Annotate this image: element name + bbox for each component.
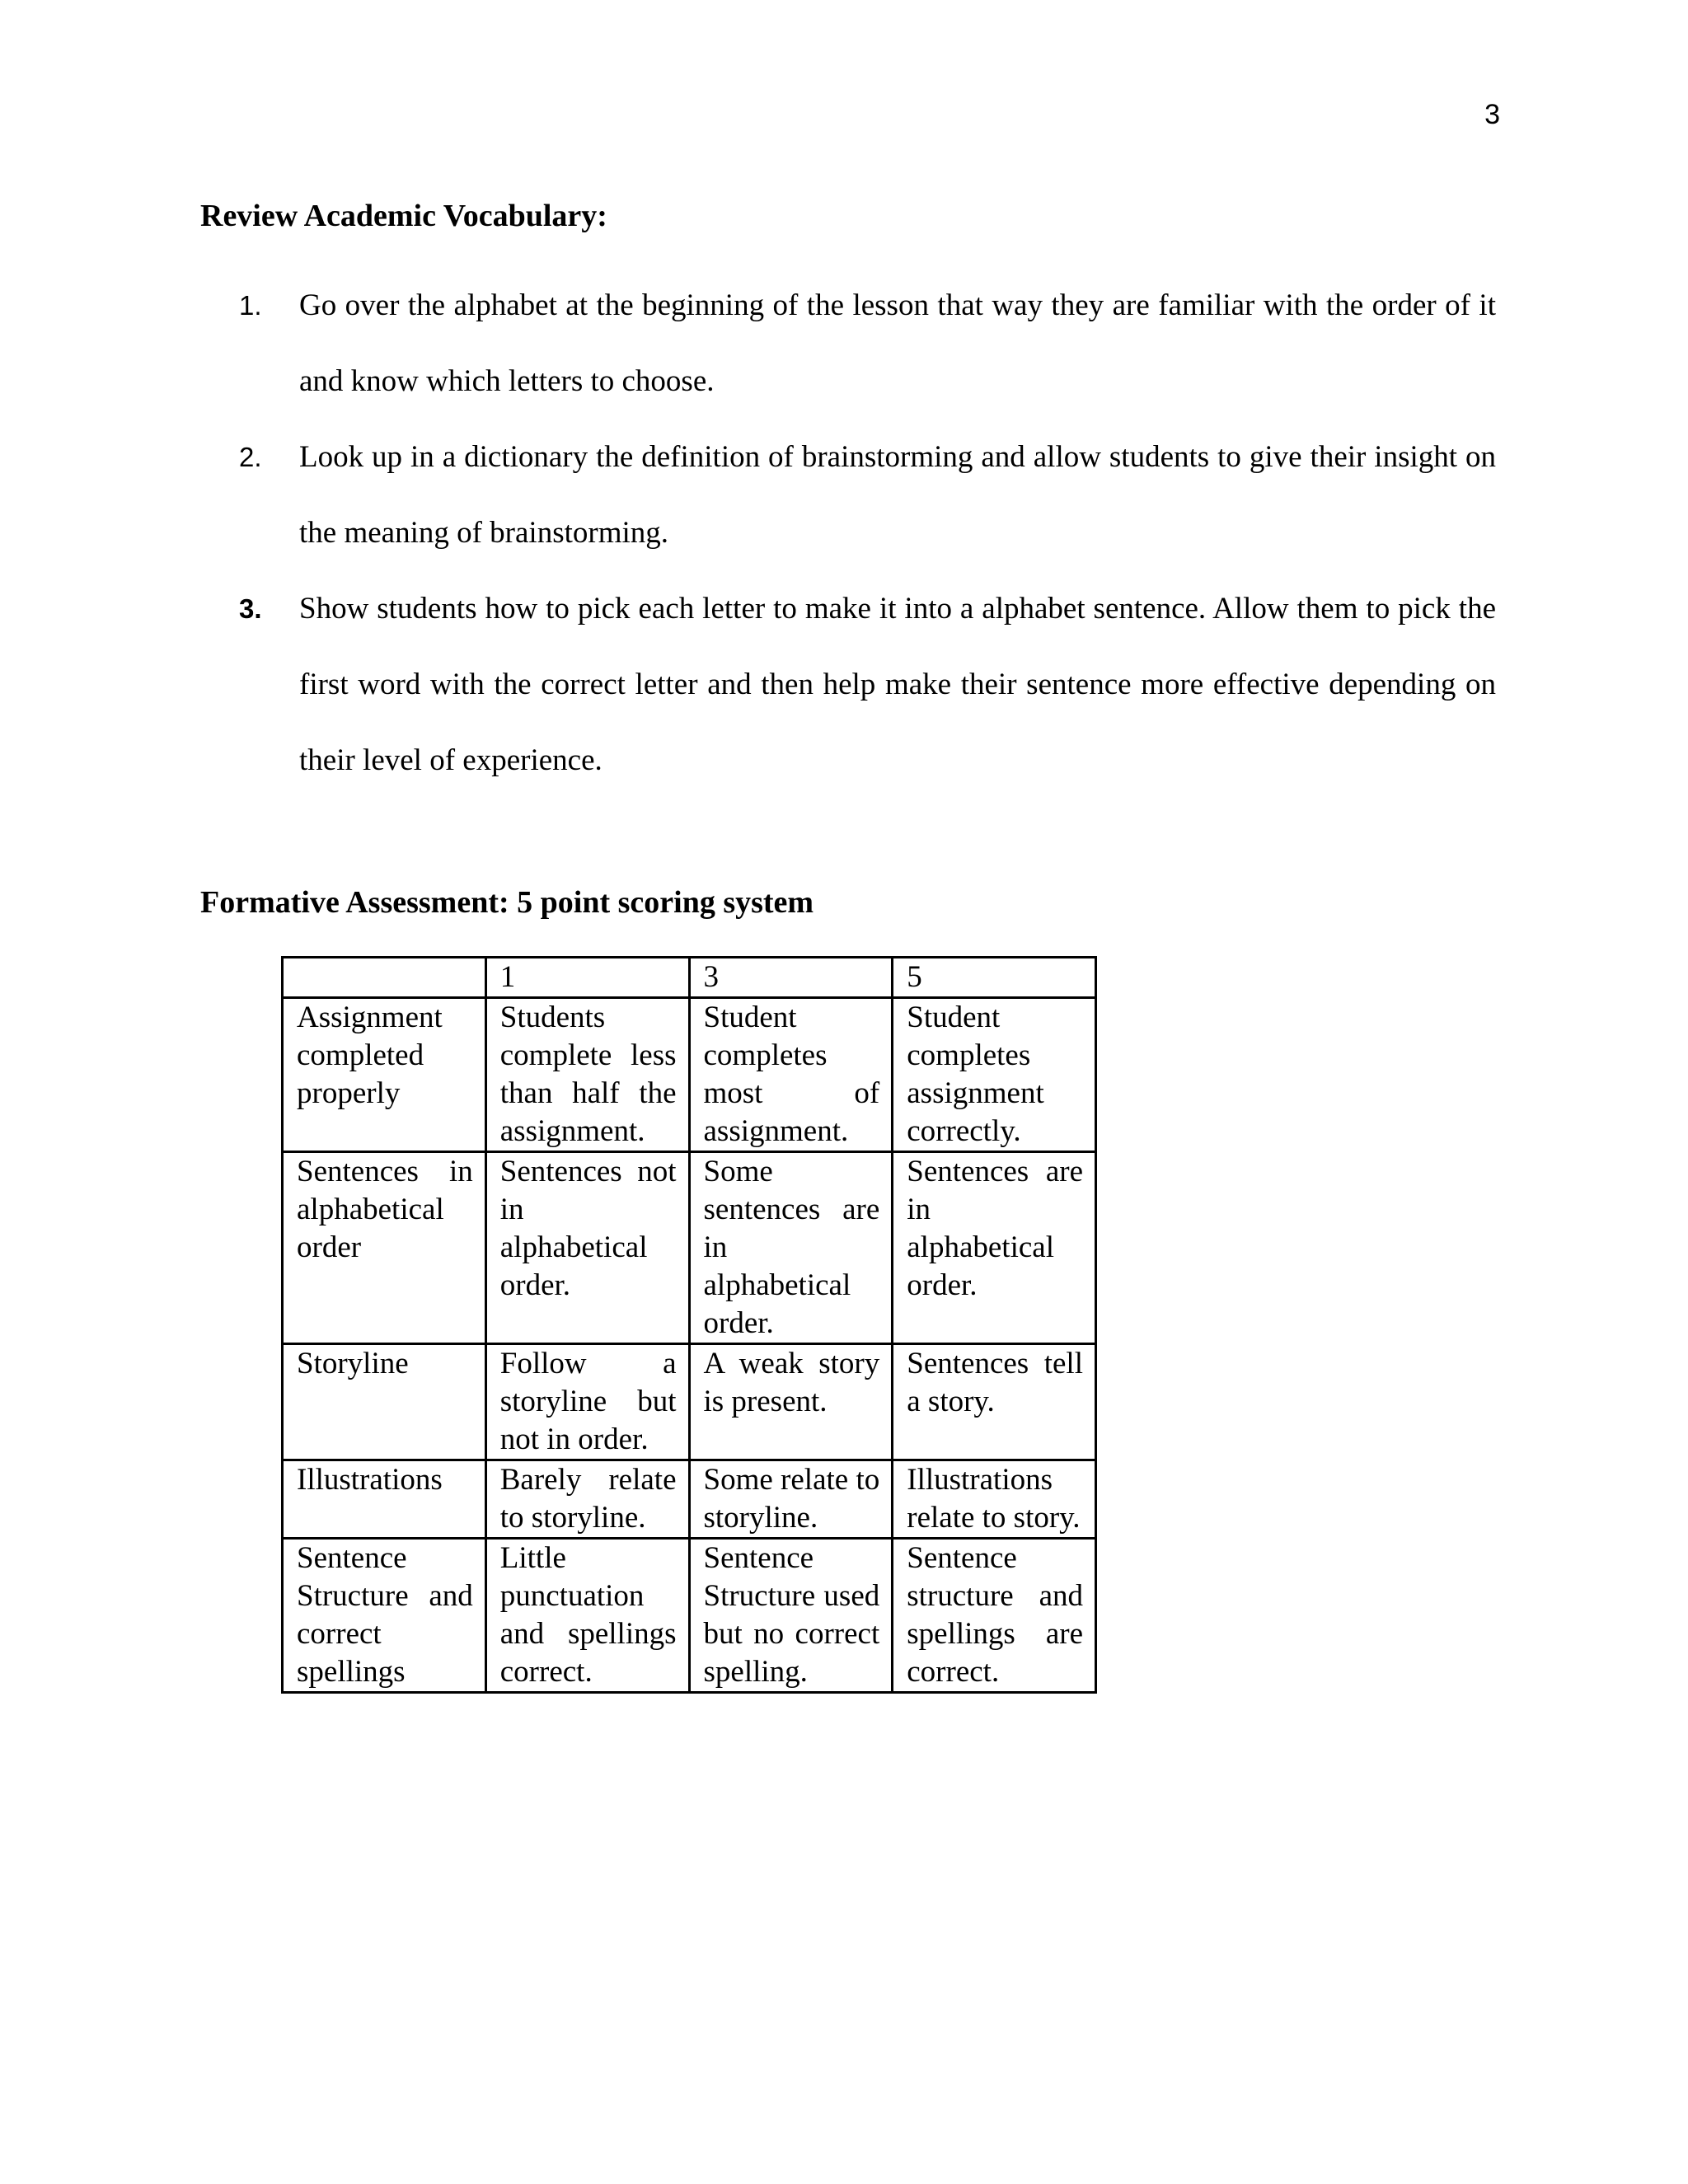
table-row (283, 1539, 1096, 1693)
item-number: 3. (239, 593, 262, 624)
score-header: 3 (689, 958, 893, 998)
assessment-heading: Formative Assessment: 5 point scoring system (200, 885, 814, 920)
item-text: Look up in a dictionary the definition of brainstorming and allow students to give their insight on the meaning of brainstorming. (299, 440, 1496, 550)
table-cell: Barely relate to storyline. (485, 1460, 689, 1539)
page-number: 3 (1484, 99, 1500, 130)
table-cell: Sentences not in alphabetical order. (485, 1152, 689, 1344)
score-header: 5 (893, 958, 1096, 998)
vocabulary-item (239, 268, 1496, 419)
item-text: Show students how to pick each letter to make it into a alphabet sentence. Allow them to pick the first word with the correct letter and then help make their sentence more effective depending on their level of experience. (299, 592, 1496, 777)
table-row (283, 1344, 1096, 1460)
table-cell: Students complete less than half the assignment. (485, 998, 689, 1152)
item-number: 2. (239, 442, 262, 472)
table-cell: Student completes assignment correctly. (893, 998, 1096, 1152)
table-row (283, 998, 1096, 1152)
table-cell: Little punctuation and spellings correct. (485, 1539, 689, 1693)
criterion-cell: Storyline (283, 1344, 486, 1460)
table-cell: Sentence Structure used but no correct spelling. (689, 1539, 893, 1693)
table-cell: A weak story is present. (689, 1344, 893, 1460)
table-cell: Some sentences are in alphabetical order. (689, 1152, 893, 1344)
vocabulary-item (239, 571, 1496, 799)
vocabulary-list (239, 268, 1496, 799)
rubric-table (281, 956, 1097, 1694)
table-cell: Sentences are in alphabetical order. (893, 1152, 1096, 1344)
item-text: Go over the alphabet at the beginning of the lesson that way they are familiar with the order of it and know which letters to choose. (299, 288, 1496, 398)
criterion-cell: Illustrations (283, 1460, 486, 1539)
table-header-row (283, 958, 1096, 998)
criterion-cell: Sentences in alphabetical order (283, 1152, 486, 1344)
table-cell: Illustrations relate to story. (893, 1460, 1096, 1539)
table-cell: Some relate to storyline. (689, 1460, 893, 1539)
score-header: 1 (485, 958, 689, 998)
vocabulary-item (239, 419, 1496, 571)
table-row (283, 1152, 1096, 1344)
table-cell: Student completes most of assignment. (689, 998, 893, 1152)
table-cell: Follow a storyline but not in order. (485, 1344, 689, 1460)
table-cell: Sentences tell a story. (893, 1344, 1096, 1460)
table-cell (283, 958, 486, 998)
criterion-cell: Assignment completed properly (283, 998, 486, 1152)
criterion-cell: Sentence Structure and correct spellings (283, 1539, 486, 1693)
table-cell: Sentence structure and spellings are correct. (893, 1539, 1096, 1693)
vocabulary-heading: Review Academic Vocabulary: (200, 199, 607, 233)
table-row (283, 1460, 1096, 1539)
item-number: 1. (239, 290, 262, 321)
